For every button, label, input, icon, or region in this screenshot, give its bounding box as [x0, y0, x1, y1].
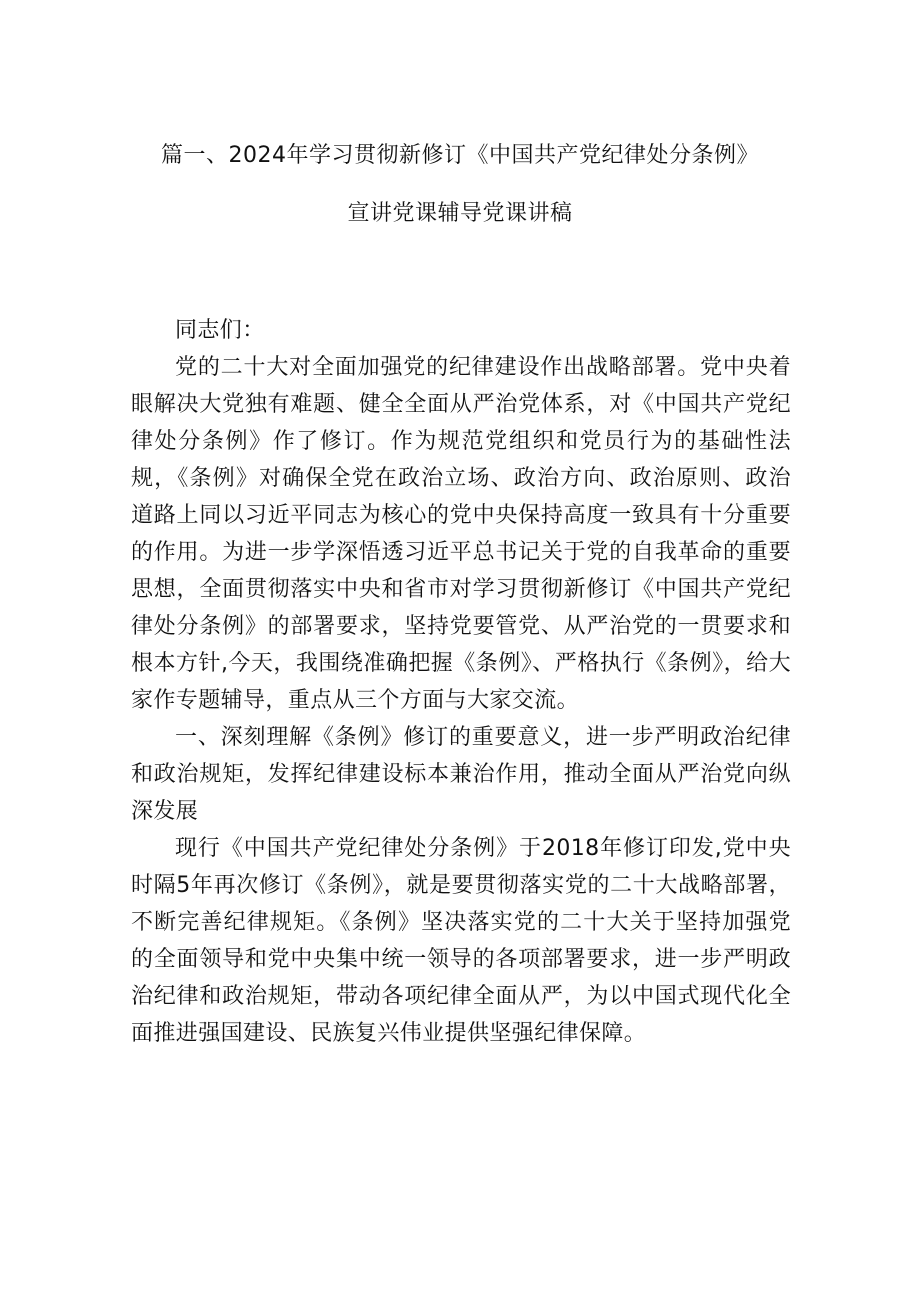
title-line-2: 宣讲党课辅导党课讲稿 — [347, 201, 573, 226]
title-line-1: 篇一、2024年学习贯彻新修订《中国共产党纪律处分条例》 — [161, 143, 759, 168]
body-paragraph-section-1: 现行《中国共产党纪律处分条例》于2018年修订印发,党中央时隔5年再次修订《条例》，就是要贯彻落实党的二十大战略部署，不断完善纪律规矩。《条例》坚决落实党的二十大关于坚持加强党的全面领导和党中央集中统一领导的各项部署要求，进一步严明政治纪律和政治规矩，带动各项纪律全面从严，为以中国式现代化全面推进强国建设、民族复兴伟业提供坚强纪律保障。 — [131, 836, 791, 1046]
document-body — [131, 312, 791, 1052]
document-title — [0, 142, 920, 228]
salutation: 同志们： — [175, 318, 265, 343]
body-paragraph-intro: 党的二十大对全面加强党的纪律建设作出战略部署。党中央着眼解决大党独有难题、健全全面从严治党体系，对《中国共产党纪律处分条例》作了修订。作为规范党组织和党员行为的基础性法规，《条例》对确保全党在政治立场、政治方向、政治原则、政治道路上同以习近平同志为核心的党中央保持高度一致具有十分重要的作用。为进一步学深悟透习近平总书记关于党的自我革命的重要思想，全面贯彻落实中央和省市对学习贯彻新修订《中国共产党纪律处分条例》的部署要求，坚持党要管党、从严治党的一贯要求和根本方针,今天，我围绕准确把握《条例》、严格执行《条例》，给大家作专题辅导，重点从三个方面与大家交流。 — [131, 355, 791, 713]
section-heading-1: 一、深刻理解《条例》修订的重要意义，进一步严明政治纪律和政治规矩，发挥纪律建设标本兼治作用，推动全面从严治党向纵深发展 — [131, 725, 791, 824]
